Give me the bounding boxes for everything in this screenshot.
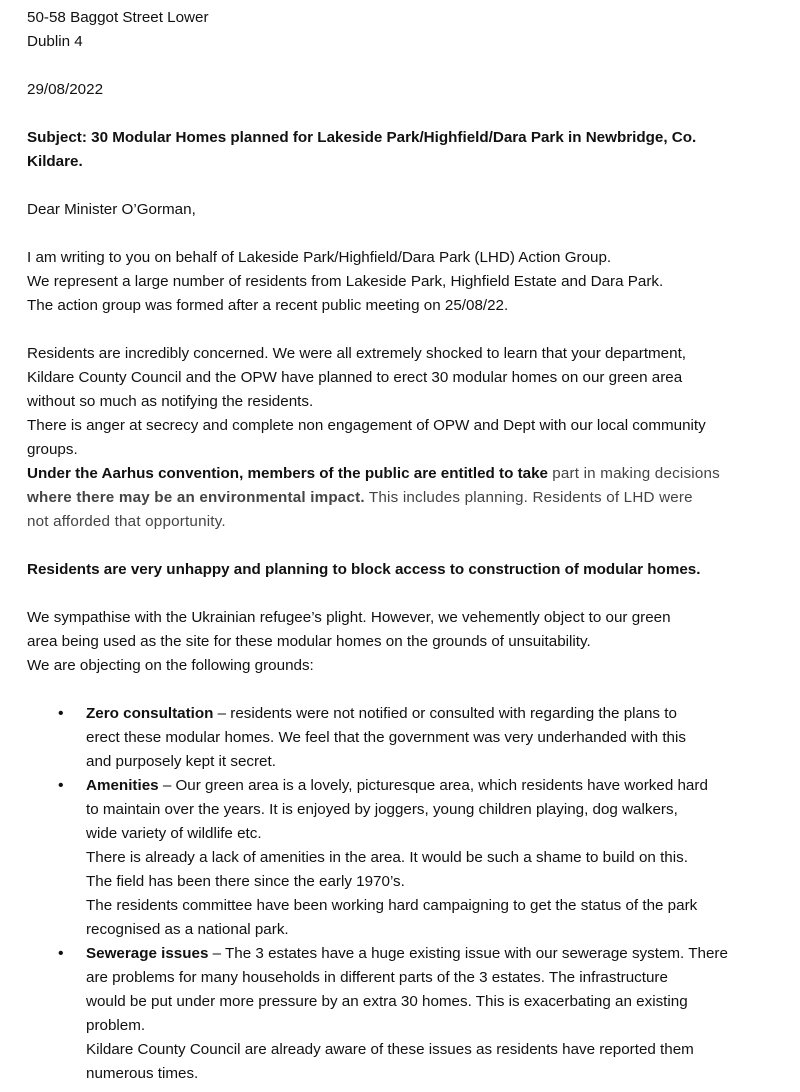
- aarhus-line-2: where there may be an environmental impact. This includes planning. Residents of LHD were: [27, 489, 693, 506]
- list-item-amenities: • Amenities – Our green area is a lovely, picturesque area, which residents have worked hard to maintain over the years. It is enjoyed by joggers, young children playing, dog walkers, wide variety of wildlife etc. There is already a lack of amenities in the area. It would be such a shame to build on this. The field has been there since the early 1970’s. The residents committee have been working hard campaigning to get the status of the park recognised as a national park.: [27, 774, 779, 942]
- salutation: Dear Minister O’Gorman,: [27, 201, 196, 218]
- block-statement: Residents are very unhappy and planning to block access to construction of modular homes.: [27, 561, 701, 578]
- intro-paragraph: I am writing to you on behalf of Lakeside Park/Highfield/Dara Park (LHD) Action Group. We represent a large number of residents from Lakeside Park, Highfield Estate and Dara Park. The action group was formed after a recent public meeting on 25/08/22.: [27, 249, 664, 314]
- grounds-list: [27, 702, 779, 1086]
- recipient-address: [27, 0, 779, 54]
- bullet-icon: •: [58, 705, 64, 722]
- letter-page: [27, 0, 779, 1086]
- letter-date: 29/08/2022: [27, 81, 104, 98]
- bullet-icon: •: [58, 945, 64, 962]
- address-street: 50-58 Baggot Street Lower: [27, 9, 209, 26]
- aarhus-line-3: not afforded that opportunity.: [27, 513, 226, 530]
- sympathy-paragraph: We sympathise with the Ukrainian refugee’s plight. However, we vehemently object to our green area being used as the site for these modular homes on the grounds of unsuitability. We are objecting on the following grounds:: [27, 609, 671, 674]
- concern-paragraph: Residents are incredibly concerned. We were all extremely shocked to learn that your department, Kildare County Council and the OPW have planned to erect 30 modular homes on our green area without so much as notifying the residents. There is anger at secrecy and complete non engagement of OPW and Dept with our local community groups. Under the Aarhus convention, members of the public are entitled to take part in making decisions where there may be an environmental impact. This includes planning. Residents of LHD were not afforded that opportunity.: [27, 342, 779, 534]
- address-city: Dublin 4: [27, 33, 83, 50]
- aarhus-line-1: Under the Aarhus convention, members of the public are entitled to take part in making decisions: [27, 465, 720, 482]
- bullet-icon: •: [58, 777, 64, 794]
- subject-line: Subject: 30 Modular Homes planned for Lakeside Park/Highfield/Dara Park in Newbridge, Co. Kildare.: [27, 129, 697, 170]
- list-item-zero-consultation: • Zero consultation – residents were not notified or consulted with regarding the plans to erect these modular homes. We feel that the government was very underhanded with this and purposely kept it secret.: [27, 702, 779, 774]
- list-item-sewerage-issues: • Sewerage issues – The 3 estates have a huge existing issue with our sewerage system. There are problems for many households in different parts of the 3 estates. The infrastructure would be put under more pressure by an extra 30 homes. This is exacerbating an existing problem. Kildare County Council are already aware of these issues as residents have reported them numerous times.: [27, 942, 779, 1086]
